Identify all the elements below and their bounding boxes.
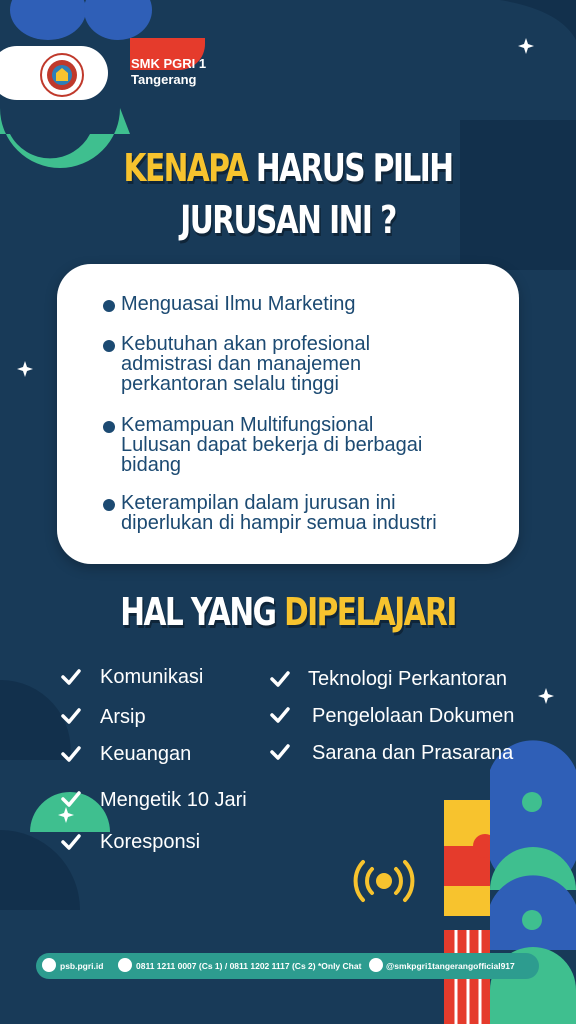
reason-4-line: diperlukan di hampir semua industri: [121, 512, 437, 534]
subject-sarana-prasarana: Sarana dan Prasarana: [312, 742, 514, 764]
decor-green-dot: [522, 792, 542, 812]
whatsapp-icon: [118, 958, 132, 972]
check-icon: [60, 743, 82, 765]
check-icon: [269, 741, 291, 763]
decor-yellow-block-2: [444, 886, 490, 916]
subject-keuangan: Keuangan: [100, 743, 192, 765]
subject-komunikasi: Komunikasi: [100, 666, 204, 688]
broadcast-icon: [352, 858, 416, 904]
website-link[interactable]: psb.pgri.id: [60, 961, 104, 971]
subjects-title-plain: HAL YANG: [120, 590, 285, 634]
check-icon: [60, 705, 82, 727]
main-title-rest: HARUS PILIH: [247, 146, 453, 190]
reason-2-line: Kebutuhan akan profesional: [121, 333, 371, 355]
reasons-card: [57, 264, 519, 564]
phone-numbers[interactable]: 0811 1211 0007 (Cs 1) / 0811 1202 1117 (Cs 2) *Only Chat: [136, 961, 362, 971]
decor-green-dot-2: [522, 910, 542, 930]
subject-mengetik: Mengetik 10 Jari: [100, 789, 247, 811]
reason-3-line: Kemampuan Multifungsional: [121, 414, 374, 436]
subject-koresponsi: Koresponsi: [100, 831, 201, 853]
check-icon: [269, 668, 291, 690]
reason-2-line: perkantoran selalu tinggi: [121, 373, 339, 395]
check-icon: [60, 831, 82, 853]
reason-4-line: Keterampilan dalam jurusan ini: [121, 492, 396, 514]
reason-2-line: admistrasi dan manajemen: [121, 353, 362, 375]
reason-3-line: bidang: [121, 454, 182, 476]
subjects-title-highlight: DIPELAJARI: [284, 590, 456, 634]
school-seal-icon: [40, 53, 84, 97]
decor-leaf-left: [10, 0, 86, 40]
reason-2: [121, 334, 511, 394]
instagram-icon: [369, 958, 383, 972]
subject-arsip: Arsip: [100, 706, 146, 728]
main-title-highlight: KENAPA: [123, 146, 248, 190]
decor-dark-panel: [460, 120, 576, 270]
check-icon: [60, 788, 82, 810]
reason-4: [121, 493, 511, 533]
subject-teknologi-perkantoran: Teknologi Perkantoran: [308, 668, 508, 690]
bullet-icon: [103, 421, 115, 433]
bullet-icon: [103, 340, 115, 352]
bullet-icon: [103, 300, 115, 312]
main-title-line2: JURUSAN INI ?: [180, 198, 396, 242]
bullet-icon: [103, 499, 115, 511]
check-icon: [60, 666, 82, 688]
subjects-title: [63, 590, 512, 634]
decor-dark-corner: [500, 0, 576, 40]
main-title-line1: [63, 146, 512, 190]
check-icon: [269, 704, 291, 726]
globe-icon: [42, 958, 56, 972]
instagram-link[interactable]: @smkpgri1tangerangofficial917: [386, 961, 515, 971]
decor-leaf-right: [84, 0, 152, 40]
contact-bar: [36, 953, 539, 979]
school-name-line1: SMK PGRI 1: [131, 56, 207, 71]
reason-3-line: Lulusan dapat bekerja di berbagai: [121, 434, 423, 456]
school-name-line2: Tangerang: [131, 72, 197, 87]
subject-pengelolaan-dokumen: Pengelolaan Dokumen: [312, 705, 515, 727]
reason-1-line: Menguasai Ilmu Marketing: [121, 293, 356, 315]
reason-1: [121, 294, 511, 314]
reason-3: [121, 415, 511, 475]
